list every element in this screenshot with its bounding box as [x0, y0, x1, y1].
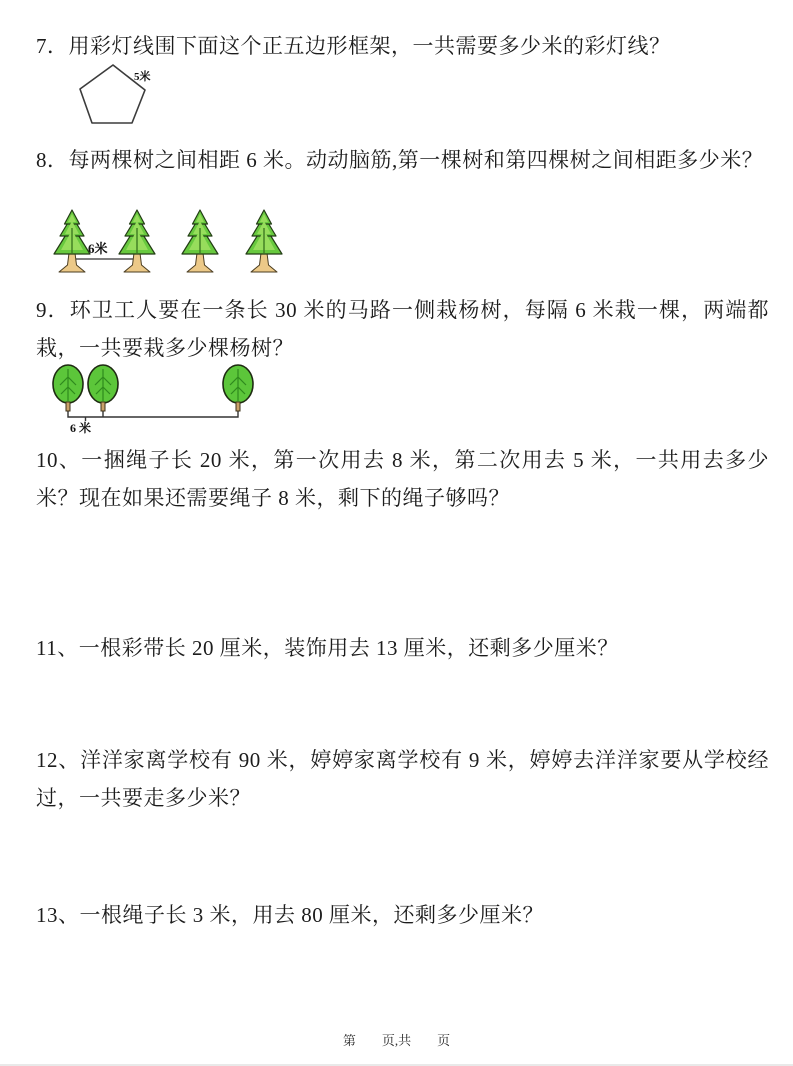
poplar-tree-3	[223, 365, 253, 411]
pine-trees-drawing	[46, 207, 296, 277]
question-7-text: 7．用彩灯线围下面这个正五边形框架，一共需要多少米的彩灯线？	[36, 34, 671, 58]
pine-tree-1	[54, 210, 90, 272]
poplar-tree-gap-label: 6 米	[70, 421, 92, 435]
question-9-text: 9．环卫工人要在一条长 30 米的马路一侧栽杨树，每隔 6 米栽一棵，两端都栽，一共要栽多少棵杨树？	[36, 298, 769, 360]
poplar-trees-drawing	[50, 363, 262, 425]
spacing-bracket-line	[68, 411, 238, 421]
pine-trees-figure	[46, 207, 296, 282]
poplar-tree-2	[88, 365, 118, 411]
pine-tree-2	[119, 210, 155, 272]
question-13-text: 13、一根绳子长 3 米，用去 80 厘米，还剩多少厘米？	[36, 903, 544, 927]
page-footer-text: 第 页,共 页	[342, 1033, 451, 1048]
pine-tree-3	[182, 210, 218, 272]
pentagon-side-length-label: 5米	[134, 71, 151, 83]
question-12-text: 12、洋洋家离学校有 90 米，婷婷家离学校有 9 米，婷婷去洋洋家要从学校经过，一共要走多少米？	[36, 748, 769, 810]
question-10-text: 10、一捆绳子长 20 米，第一次用去 8 米，第二次用去 5 米，一共用去多少米？现在如果还需要绳子 8 米，剩下的绳子够吗？	[36, 448, 769, 510]
pentagon-figure	[73, 62, 173, 135]
poplar-tree-1	[53, 365, 83, 411]
pine-tree-gap-label: 6米	[88, 241, 108, 256]
pentagon-shape	[73, 62, 173, 130]
pine-tree-4	[246, 210, 282, 272]
page-footer	[0, 1030, 793, 1049]
question-8-text: 8．每两棵树之间相距 6 米。动动脑筋,第一棵树和第四棵树之间相距多少米？	[36, 148, 764, 172]
question-11-text: 11、一根彩带长 20 厘米，装饰用去 13 厘米，还剩多少厘米？	[36, 636, 619, 660]
